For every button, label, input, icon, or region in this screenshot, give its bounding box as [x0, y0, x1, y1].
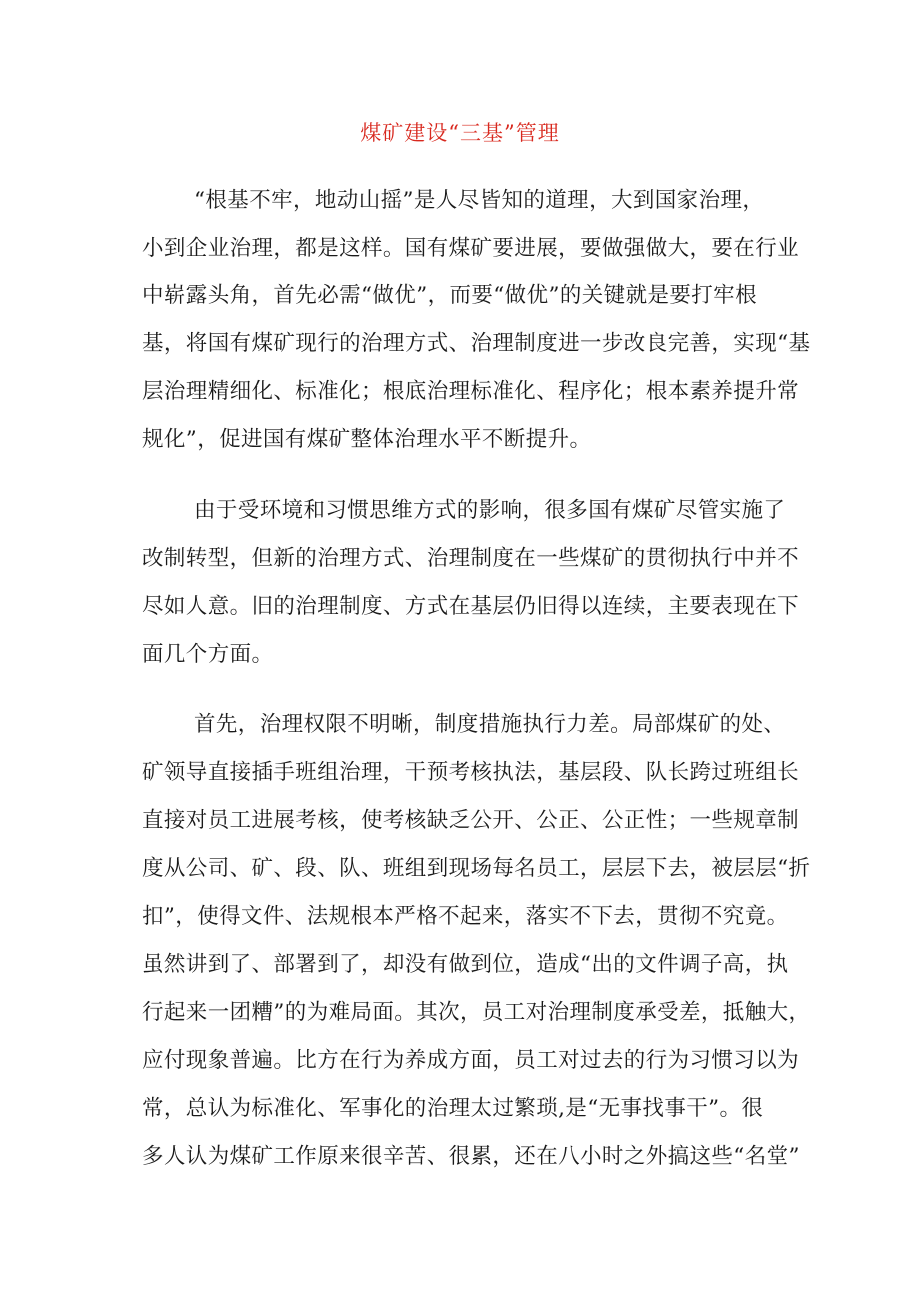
paragraph-3-line-3: 直接对员工进展考核，使考核缺乏公开、公正、公正性；一些规章制 [142, 808, 800, 833]
paragraph-3-line-9: 常，总认为标准化、军事化的治理太过繁琐,是“无事找事干”。很 [142, 1096, 764, 1121]
paragraph-3-line-10: 多人认为煤矿工作原来很辛苦、很累，还在八小时之外搞这些“名堂” [142, 1144, 800, 1169]
paragraph-1-line-1: “根基不牢，地动山摇”是人尽皆知的道理，大到国家治理， [194, 188, 765, 213]
paragraph-2-line-2: 改制转型，但新的治理方式、治理制度在一些煤矿的贯彻执行中并不 [142, 546, 800, 571]
paragraph-2-line-1: 由于受环境和习惯思维方式的影响，很多国有煤矿尽管实施了 [194, 498, 786, 523]
paragraph-3-line-5: 扣”，使得文件、法规根本严格不起来，落实不下去，贯彻不究竟。 [142, 904, 789, 929]
paragraph-2-line-4: 面几个方面。 [142, 642, 274, 667]
paragraph-1-line-3: 中崭露头角，首先必需“做优”，而要“做优”的关键就是要打牢根 [142, 283, 757, 308]
paragraph-3-line-1: 首先，治理权限不明晰，制度措施执行力差。局部煤矿的处、 [194, 712, 786, 737]
paragraph-1-line-2: 小到企业治理，都是这样。国有煤矿要进展，要做强做大，要在行业 [142, 236, 800, 261]
paragraph-3-line-4: 度从公司、矿、段、队、班组到现场每名员工，层层下去，被层层“折 [142, 856, 811, 881]
paragraph-1-line-6: 规化”，促进国有煤矿整体治理水平不断提升。 [142, 427, 592, 452]
document-title: 煤矿建设“三基”管理 [360, 121, 560, 145]
paragraph-3-line-7: 行起来一团糟”的为难局面。其次，员工对治理制度承受差，抵触大， [142, 1000, 811, 1025]
paragraph-3-line-8: 应付现象普遍。比方在行为养成方面，员工对过去的行为习惯习以为 [142, 1048, 800, 1073]
paragraph-1-line-4: 基，将国有煤矿现行的治理方式、治理制度进一步改良完善，实现“基 [142, 331, 811, 356]
paragraph-1-line-5: 层治理精细化、标准化；根底治理标准化、程序化；根本素养提升常 [142, 379, 800, 404]
paragraph-3-line-6: 虽然讲到了、部署到了，却没有做到位，造成“出的文件调子高，执 [142, 952, 789, 977]
paragraph-3-line-2: 矿领导直接插手班组治理，干预考核执法，基层段、队长跨过班组长 [142, 760, 800, 785]
paragraph-2-line-3: 尽如人意。旧的治理制度、方式在基层仍旧得以连续，主要表现在下 [142, 594, 800, 619]
